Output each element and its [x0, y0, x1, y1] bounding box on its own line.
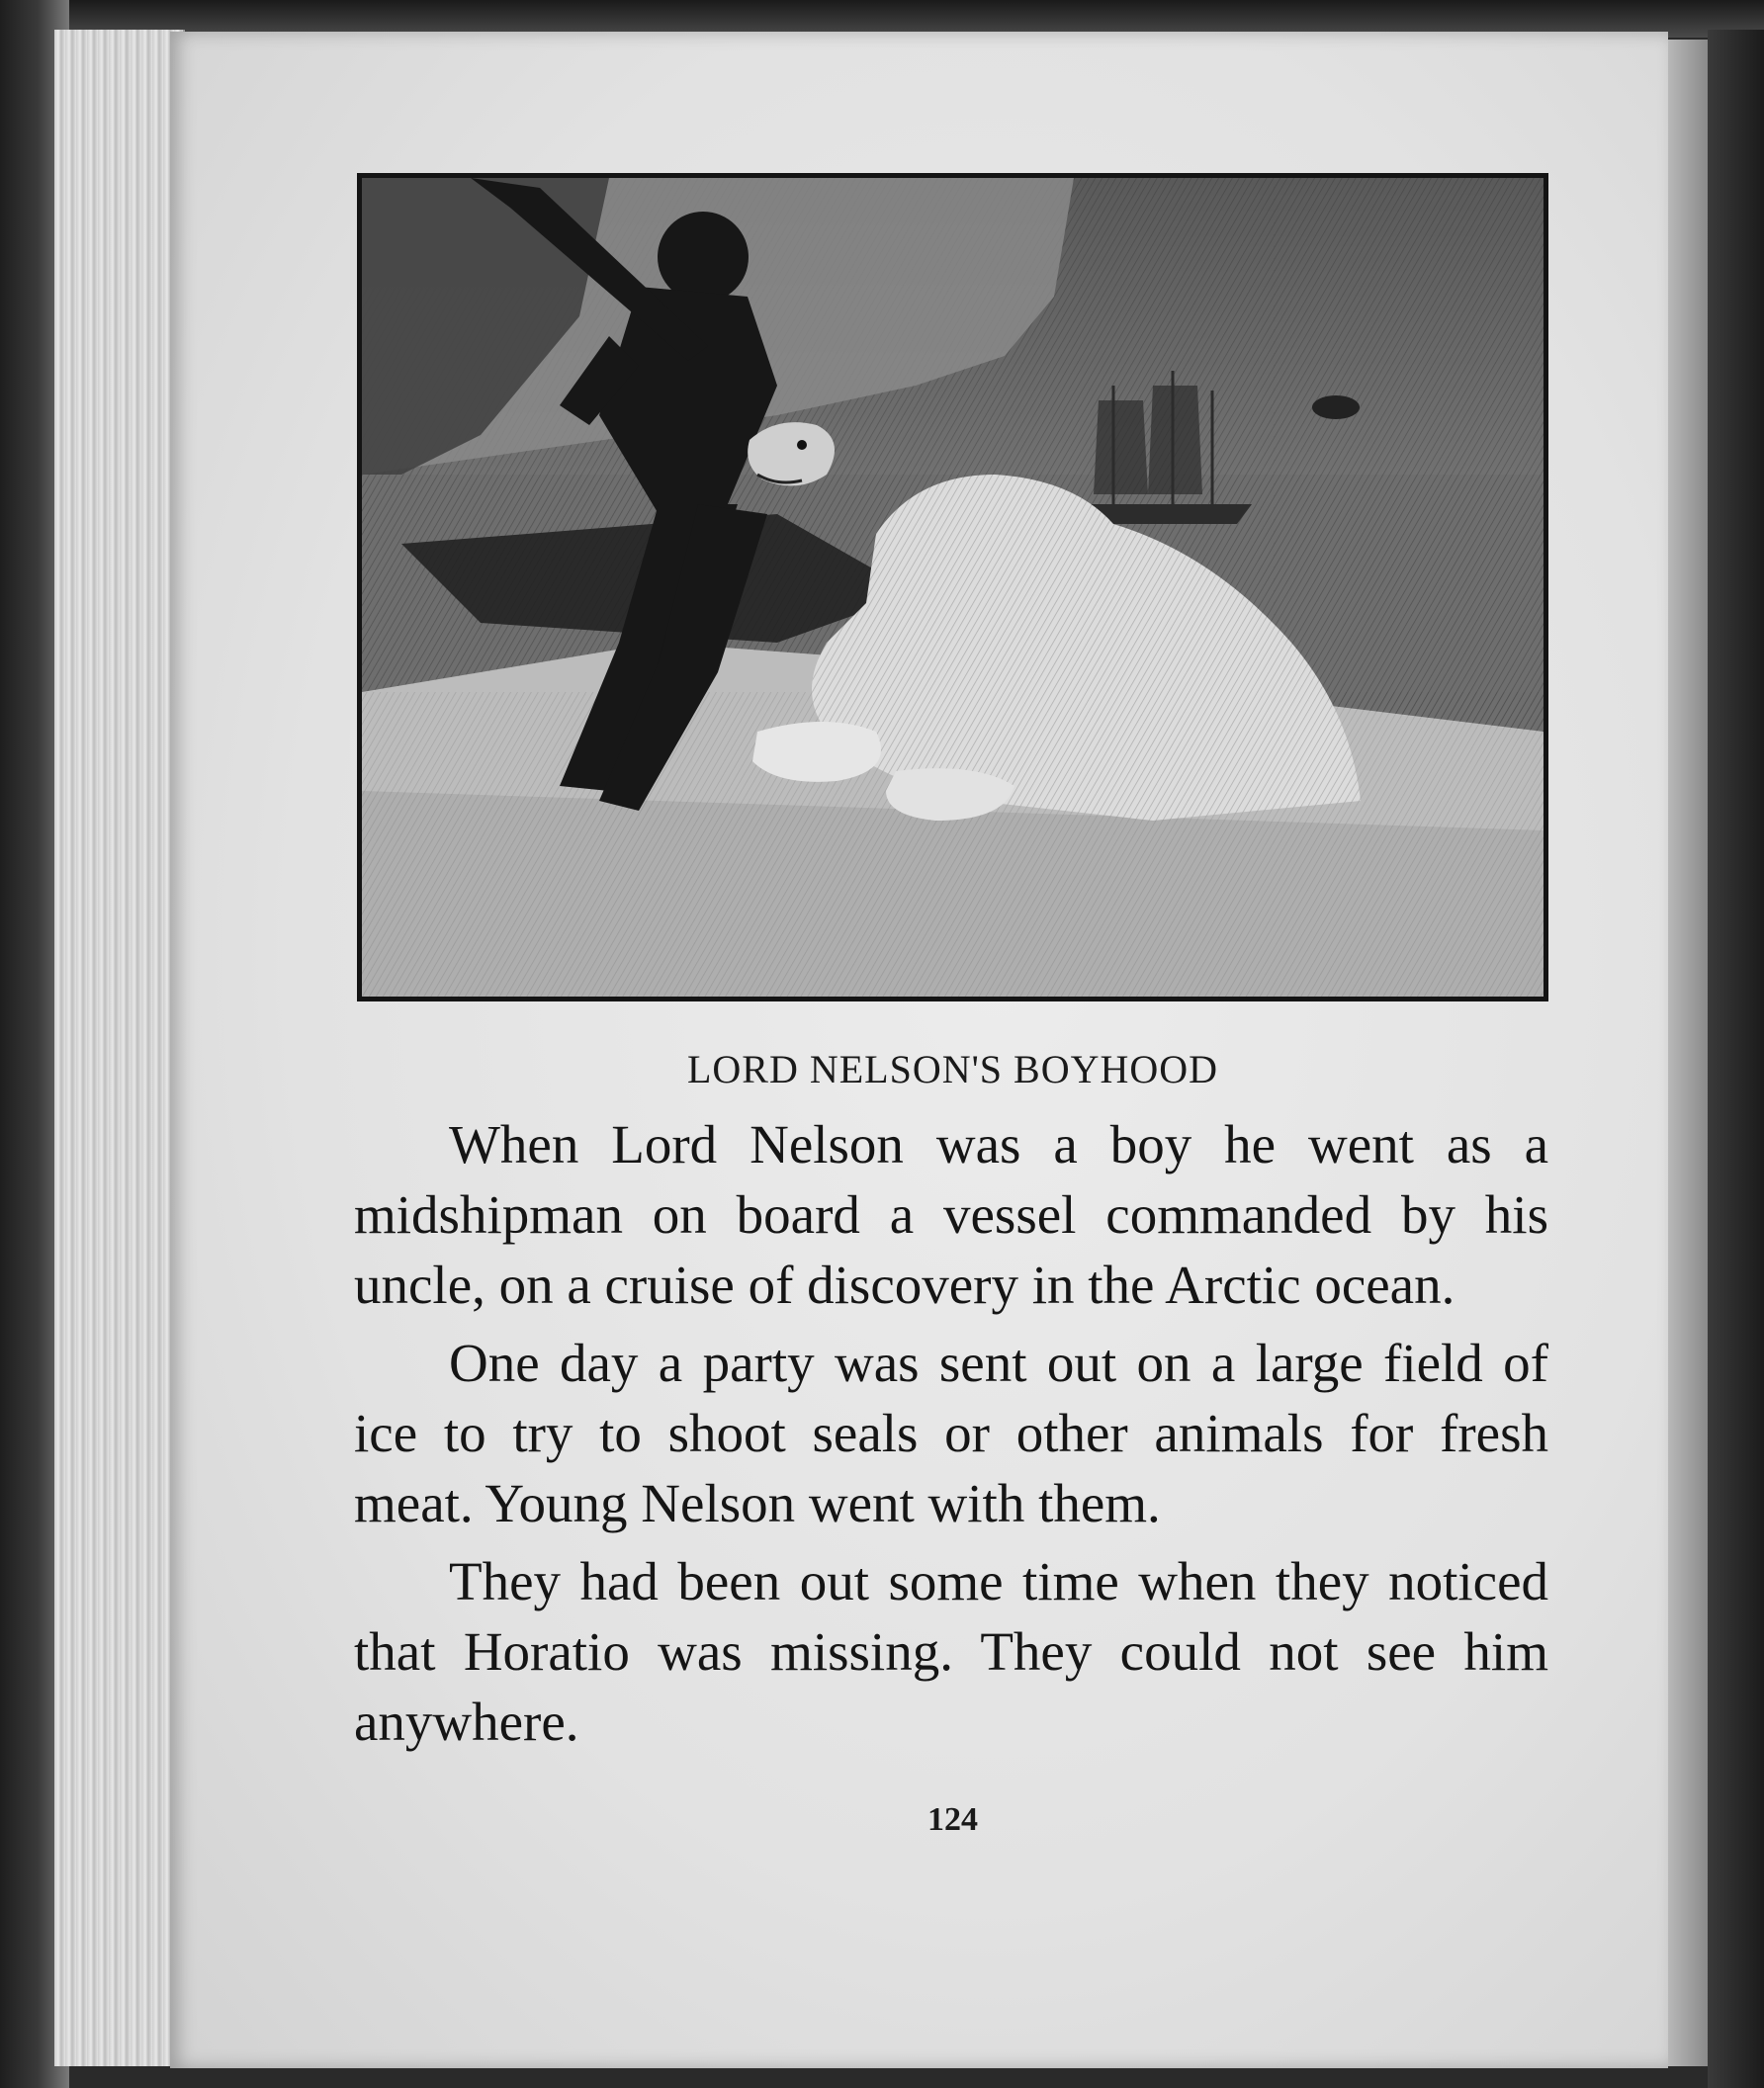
paragraph: They had been out some time when they noticed that Horatio was missing. They could not see him anywhere.	[354, 1551, 1548, 1752]
paragraph: When Lord Nelson was a boy he went as a midshipman on board a vessel commanded by his uncle, on a cruise of discovery in the Arctic ocean.	[354, 1114, 1548, 1315]
boy-and-polar-bear-engraving	[362, 178, 1544, 997]
page-stack-edges	[54, 30, 185, 2066]
body-text	[354, 1109, 1548, 1765]
book-cover-right	[1708, 30, 1764, 2088]
paragraph: One day a party was sent out on a large field of ice to try to shoot seals or other animals for fresh meat. Young Nelson went with them.	[354, 1333, 1548, 1533]
engraving-illustration	[357, 173, 1548, 1001]
chapter-heading: LORD NELSON'S BOYHOOD	[686, 1047, 1219, 1091]
page-fore-edge	[1668, 40, 1708, 2066]
page-number: 124	[927, 1801, 978, 1838]
